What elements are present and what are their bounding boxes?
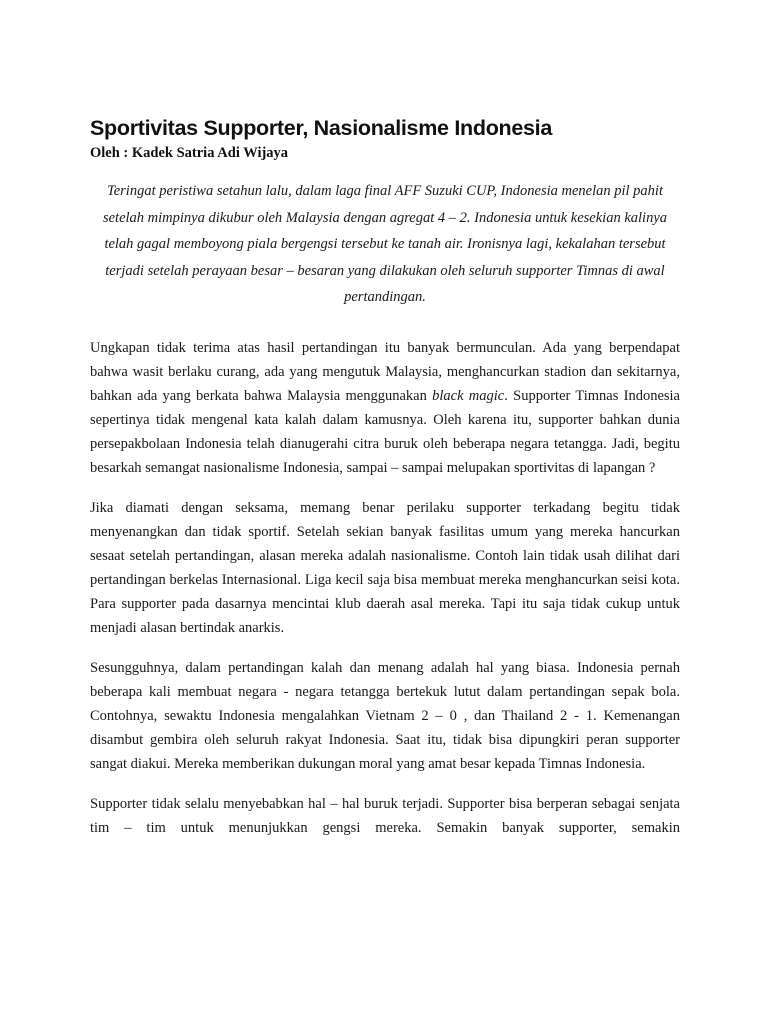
paragraph-text: Ungkapan tidak terima atas hasil pertandingan itu banyak bermunculan. Ada yang berpendapat bahwa wasit berlaku curang, ada yang mengutuk Malaysia, menghancurkan stadion dan sekitarnya, bahkan ada yang berkata bahwa Malaysia menggunakan [90,339,680,404]
document-author: Oleh : Kadek Satria Adi Wijaya [90,145,289,161]
lead-paragraph: Teringat peristiwa setahun lalu, dalam laga final AFF Suzuki CUP, Indonesia menelan pil pahit setelah mimpinya dikubur oleh Malaysia dengan agregat 4 – 2. Indonesia untuk kesekian kalinya telah gagal memboyong piala bergengsi tersebut ke tanah air. Ironisnya lagi, kekalahan tersebut terjadi setelah perayaan besar – besaran yang dilakukan oleh seluruh supporter Timnas di awal pertandingan. [102,183,668,305]
body-paragraph-4: Supporter tidak selalu menyebabkan hal – hal buruk terjadi. Supporter bisa berperan sebagai senjata tim – tim untuk menunjukkan gengsi mereka. Semakin banyak supporter, semakin [90,795,680,836]
document-page [90,113,680,840]
body-paragraph-2: Jika diamati dengan seksama, memang benar perilaku supporter terkadang begitu tidak menyenangkan dan tidak sportif. Setelah sekian banyak fasilitas umum yang mereka hancurkan sesaat setelah pertandingan, alasan mereka adalah nasionalisme. Contoh lain tidak usah dilihat dari pertandingan berkelas Internasional. Liga kecil saja bisa membuat mereka menghancurkan seisi kota. Para supporter pada dasarnya mencintai klub daerah asal mereka. Tapi itu saja tidak cukup untuk menjadi alasan bertindak anarkis. [90,499,680,636]
document-title: Sportivitas Supporter, Nasionalisme Indonesia [90,116,553,140]
body-paragraph-3: Sesungguhnya, dalam pertandingan kalah dan menang adalah hal yang biasa. Indonesia pernah beberapa kali membuat negara - negara tetangga bertekuk lutut dalam pertandingan sepak bola. Contohnya, sewaktu Indonesia mengalahkan Vietnam 2 – 0 , dan Thailand 2 - 1. Kemenangan disambut gembira oleh seluruh rakyat Indonesia. Saat itu, tidak bisa dipungkiri peran supporter sangat diakui. Mereka memberikan dukungan moral yang amat besar kepada Timnas Indonesia. [90,659,680,772]
body-paragraph-1 [90,336,680,480]
paragraph-text: . Supporter Timnas Indonesia sepertinya tidak mengenal kata kalah dalam kamusnya. Oleh karena itu, supporter bahkan dunia persepakbolaan Indonesia telah dianugerahi citra buruk oleh beberapa negara tetangga. Jadi, begitu besarkah semangat nasionalisme Indonesia, sampai – sampai melupakan sportivitas di lapangan ? [90,387,680,476]
emphasized-text: black magic [432,387,505,404]
